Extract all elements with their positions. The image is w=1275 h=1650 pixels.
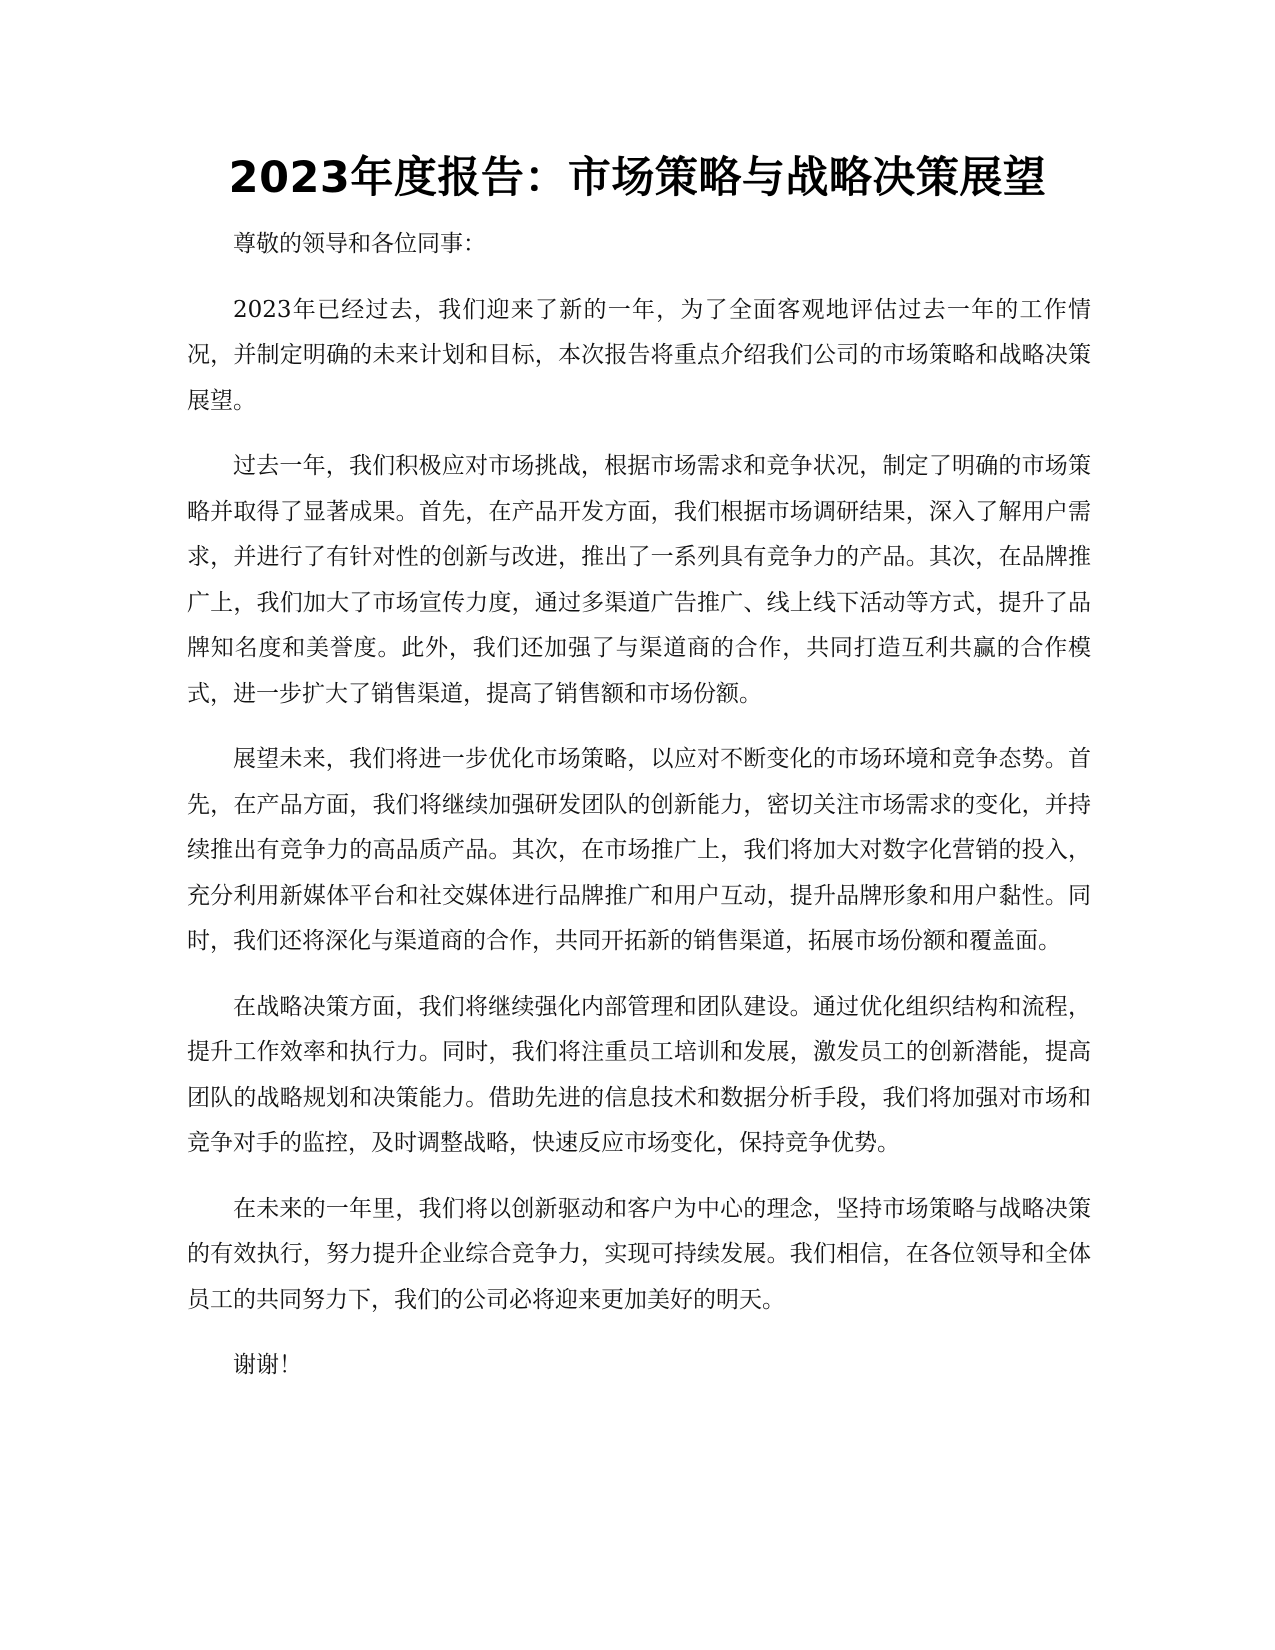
intro-paragraph: 2023年已经过去，我们迎来了新的一年，为了全面客观地评估过去一年的工作情况，并制定明确的未来计划和目标，本次报告将重点介绍我们公司的市场策略和战略决策展望。 bbox=[187, 296, 1091, 414]
greeting-paragraph: 尊敬的领导和各位同事： bbox=[233, 231, 486, 257]
thanks-paragraph: 谢谢！ bbox=[233, 1352, 302, 1378]
past-year-paragraph: 过去一年，我们积极应对市场挑战，根据市场需求和竞争状况，制定了明确的市场策略并取得了显著成果。首先，在产品开发方面，我们根据市场调研结果，深入了解用户需求，并进行了有针对性的创新与改进，推出了一系列具有竞争力的产品。其次，在品牌推广上，我们加大了市场宣传力度，通过多渠道广告推广、线上线下活动等方式，提升了品牌知名度和美誉度。此外，我们还加强了与渠道商的合作，共同打造互利共赢的合作模式，进一步扩大了销售渠道，提高了销售额和市场份额。 bbox=[187, 453, 1091, 707]
conclusion-paragraph: 在未来的一年里，我们将以创新驱动和客户为中心的理念，坚持市场策略与战略决策的有效执行，努力提升企业综合竞争力，实现可持续发展。我们相信，在各位领导和全体员工的共同努力下，我们的公司必将迎来更加美好的明天。 bbox=[187, 1195, 1091, 1313]
document-title: 2023年度报告：市场策略与战略决策展望 bbox=[228, 153, 1047, 203]
strategy-paragraph: 在战略决策方面，我们将继续强化内部管理和团队建设。通过优化组织结构和流程，提升工作效率和执行力。同时，我们将注重员工培训和发展，激发员工的创新潜能，提高团队的战略规划和决策能力。借助先进的信息技术和数据分析手段，我们将加强对市场和竞争对手的监控，及时调整战略，快速反应市场变化，保持竞争优势。 bbox=[187, 993, 1091, 1156]
document-body bbox=[187, 222, 1091, 1409]
outlook-paragraph: 展望未来，我们将进一步优化市场策略，以应对不断变化的市场环境和竞争态势。首先，在产品方面，我们将继续加强研发团队的创新能力，密切关注市场需求的变化，并持续推出有竞争力的高品质产品。其次，在市场推广上，我们将加大对数字化营销的投入，充分利用新媒体平台和社交媒体进行品牌推广和用户互动，提升品牌形象和用户黏性。同时，我们还将深化与渠道商的合作，共同开拓新的销售渠道，拓展市场份额和覆盖面。 bbox=[187, 746, 1091, 954]
